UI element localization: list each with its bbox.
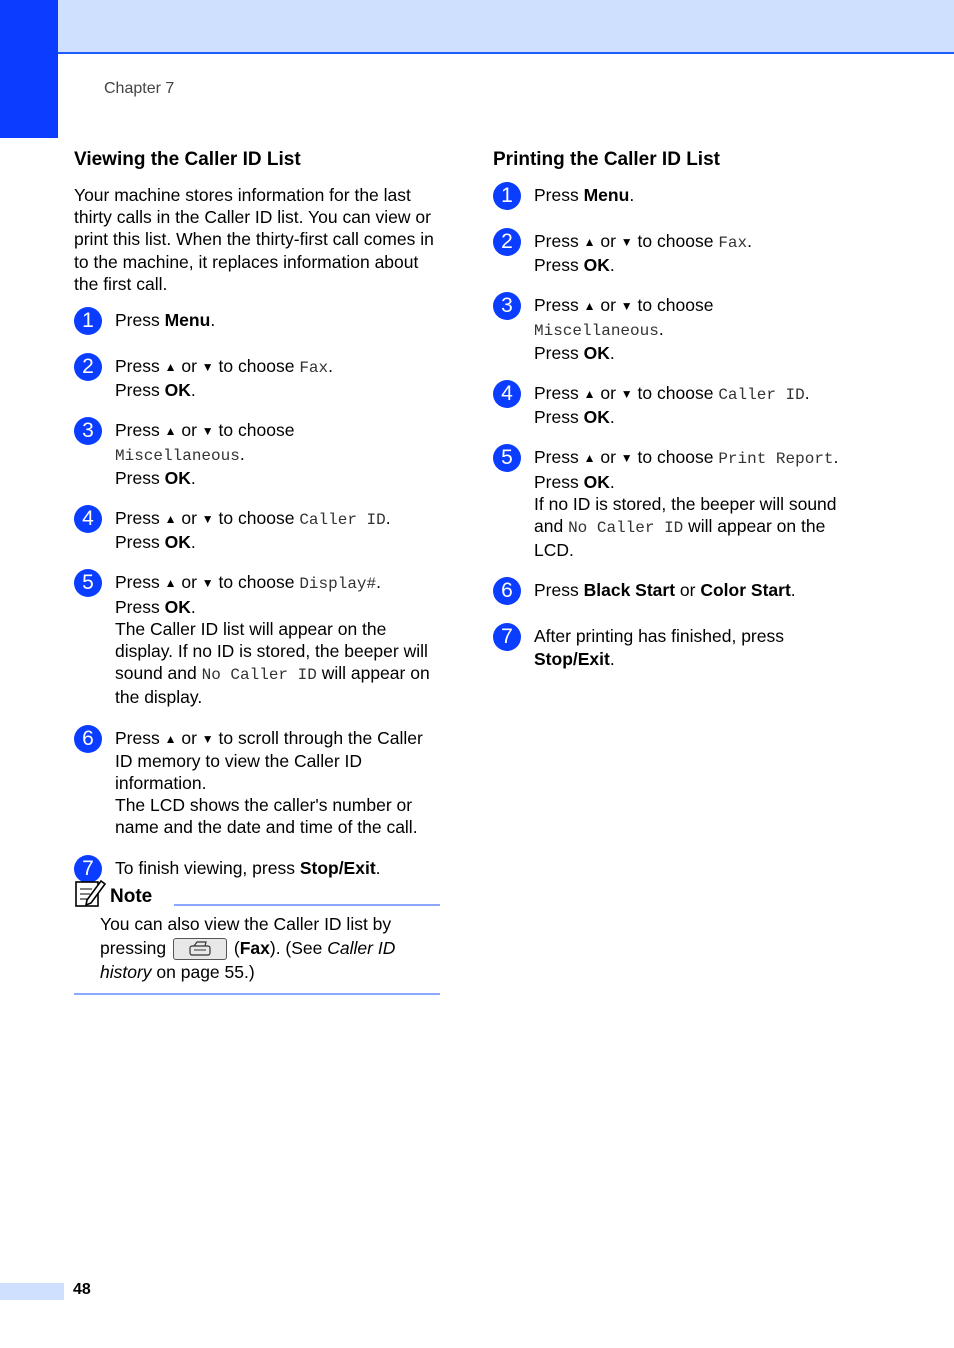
key-ok: OK	[583, 407, 610, 428]
key-ok: OK	[583, 342, 610, 363]
chapter-label: Chapter 7	[104, 80, 175, 97]
step-6: 6 Press ▲ or ▼ to scroll through the Caller ID memory to view the Caller ID information. The LCD shows the caller's number or name and the date and time of the call.	[74, 727, 440, 839]
step-number: 4	[493, 380, 521, 408]
note-title: Note	[110, 886, 153, 907]
fax-key-icon	[173, 938, 227, 960]
key-black-start: Black Start	[583, 580, 676, 601]
menu-value: Fax	[299, 359, 329, 378]
note-rule	[174, 904, 440, 906]
key-stop-exit: Stop/Exit	[534, 648, 610, 669]
step-number: 7	[74, 855, 102, 883]
lcd-message: No Caller ID	[568, 519, 684, 538]
note-reference: Caller ID history	[100, 938, 396, 983]
step-4: 4 Press ▲ or ▼ to choose Caller ID. Press OK.	[493, 382, 863, 428]
step-2: 2 Press ▲ or ▼ to choose Fax. Press OK.	[493, 230, 863, 276]
up-arrow-icon: ▲	[583, 387, 596, 402]
menu-value: Print Report	[718, 450, 834, 469]
step-1: 1 Press Menu.	[493, 184, 863, 212]
up-arrow-icon: ▲	[583, 299, 596, 314]
key-ok: OK	[164, 380, 191, 401]
up-arrow-icon: ▲	[583, 235, 596, 249]
section-title-printing: Printing the Caller ID List	[493, 149, 720, 170]
step-3: 3 Press ▲ or ▼ to choose Miscellaneous. Press OK.	[74, 419, 440, 489]
key-color-start: Color Start	[700, 580, 791, 601]
up-arrow-icon: ▲	[164, 576, 177, 591]
left-column	[74, 146, 440, 903]
menu-value: Miscellaneous	[534, 321, 659, 340]
step-1: 1 Press Menu.	[74, 309, 440, 337]
pencil-note-icon	[74, 878, 106, 908]
step-number: 2	[74, 353, 102, 381]
step-number: 4	[74, 505, 102, 533]
step-3: 3 Press ▲ or ▼ to choose Miscellaneous. Press OK.	[493, 294, 863, 364]
key-menu: Menu	[583, 185, 630, 205]
step-7: 7 After printing has finished, press Stop/Exit.	[493, 625, 863, 669]
step-4: 4 Press ▲ or ▼ to choose Caller ID. Press OK.	[74, 507, 440, 553]
key-ok: OK	[164, 467, 191, 488]
step-5: 5 Press ▲ or ▼ to choose Print Report. Press OK. If no ID is stored, the beeper will sound and No Caller ID will appear on the LCD.	[493, 446, 863, 561]
chapter-tab	[0, 0, 58, 138]
key-ok: OK	[164, 532, 191, 553]
step-number: 7	[493, 623, 521, 651]
step-number: 6	[493, 577, 521, 605]
right-column	[493, 146, 863, 688]
down-arrow-icon: ▼	[201, 576, 214, 591]
menu-value: Miscellaneous	[115, 446, 240, 465]
step-number: 3	[493, 292, 521, 320]
up-arrow-icon: ▲	[164, 360, 177, 375]
down-arrow-icon: ▼	[201, 360, 214, 375]
lcd-message: No Caller ID	[201, 666, 317, 685]
step-number: 5	[493, 444, 521, 472]
menu-value: Caller ID	[299, 511, 386, 530]
down-arrow-icon: ▼	[201, 731, 214, 746]
step-number: 1	[493, 182, 521, 210]
page-number: 48	[73, 1281, 91, 1298]
step-6: 6 Press Black Start or Color Start.	[493, 579, 863, 607]
up-arrow-icon: ▲	[164, 424, 177, 439]
step-7: 7 To finish viewing, press Stop/Exit.	[74, 857, 440, 885]
intro-paragraph: Your machine stores information for the last thirty calls in the Caller ID list. You can view or print this list. When the thirty-first call comes in to the machine, it replaces information about the first call.	[74, 185, 434, 294]
step-5: 5 Press ▲ or ▼ to choose Display#. Press OK. The Caller ID list will appear on the display. If no ID is stored, the beeper will sound and No Caller ID will appear on the display.	[74, 571, 440, 708]
note-box	[74, 878, 440, 995]
step-2: 2 Press ▲ or ▼ to choose Fax. Press OK.	[74, 355, 440, 401]
menu-value: Caller ID	[718, 386, 805, 405]
menu-value: Fax	[718, 234, 748, 252]
step-number: 2	[493, 228, 521, 256]
up-arrow-icon: ▲	[583, 451, 596, 466]
down-arrow-icon: ▼	[620, 235, 633, 249]
section-title-viewing: Viewing the Caller ID List	[74, 149, 301, 170]
key-fax: Fax	[239, 938, 270, 958]
footer-bar	[0, 1283, 64, 1300]
key-menu: Menu	[164, 310, 211, 331]
down-arrow-icon: ▼	[620, 299, 633, 314]
step-number: 5	[74, 569, 102, 597]
key-stop-exit: Stop/Exit	[299, 857, 376, 878]
down-arrow-icon: ▼	[620, 387, 633, 402]
step-number: 6	[74, 725, 102, 753]
up-arrow-icon: ▲	[164, 731, 177, 746]
note-text: You can also view the Caller ID list by pressing (Fax). (See Caller ID history on page 55.)	[100, 914, 396, 983]
step-number: 1	[74, 307, 102, 335]
header-band	[0, 0, 954, 54]
up-arrow-icon: ▲	[164, 512, 177, 527]
down-arrow-icon: ▼	[201, 424, 214, 439]
step-number: 3	[74, 417, 102, 445]
key-ok: OK	[164, 596, 191, 617]
key-ok: OK	[583, 255, 610, 276]
menu-value: Display#	[299, 575, 377, 594]
key-ok: OK	[583, 471, 610, 492]
down-arrow-icon: ▼	[620, 451, 633, 466]
down-arrow-icon: ▼	[201, 512, 214, 527]
